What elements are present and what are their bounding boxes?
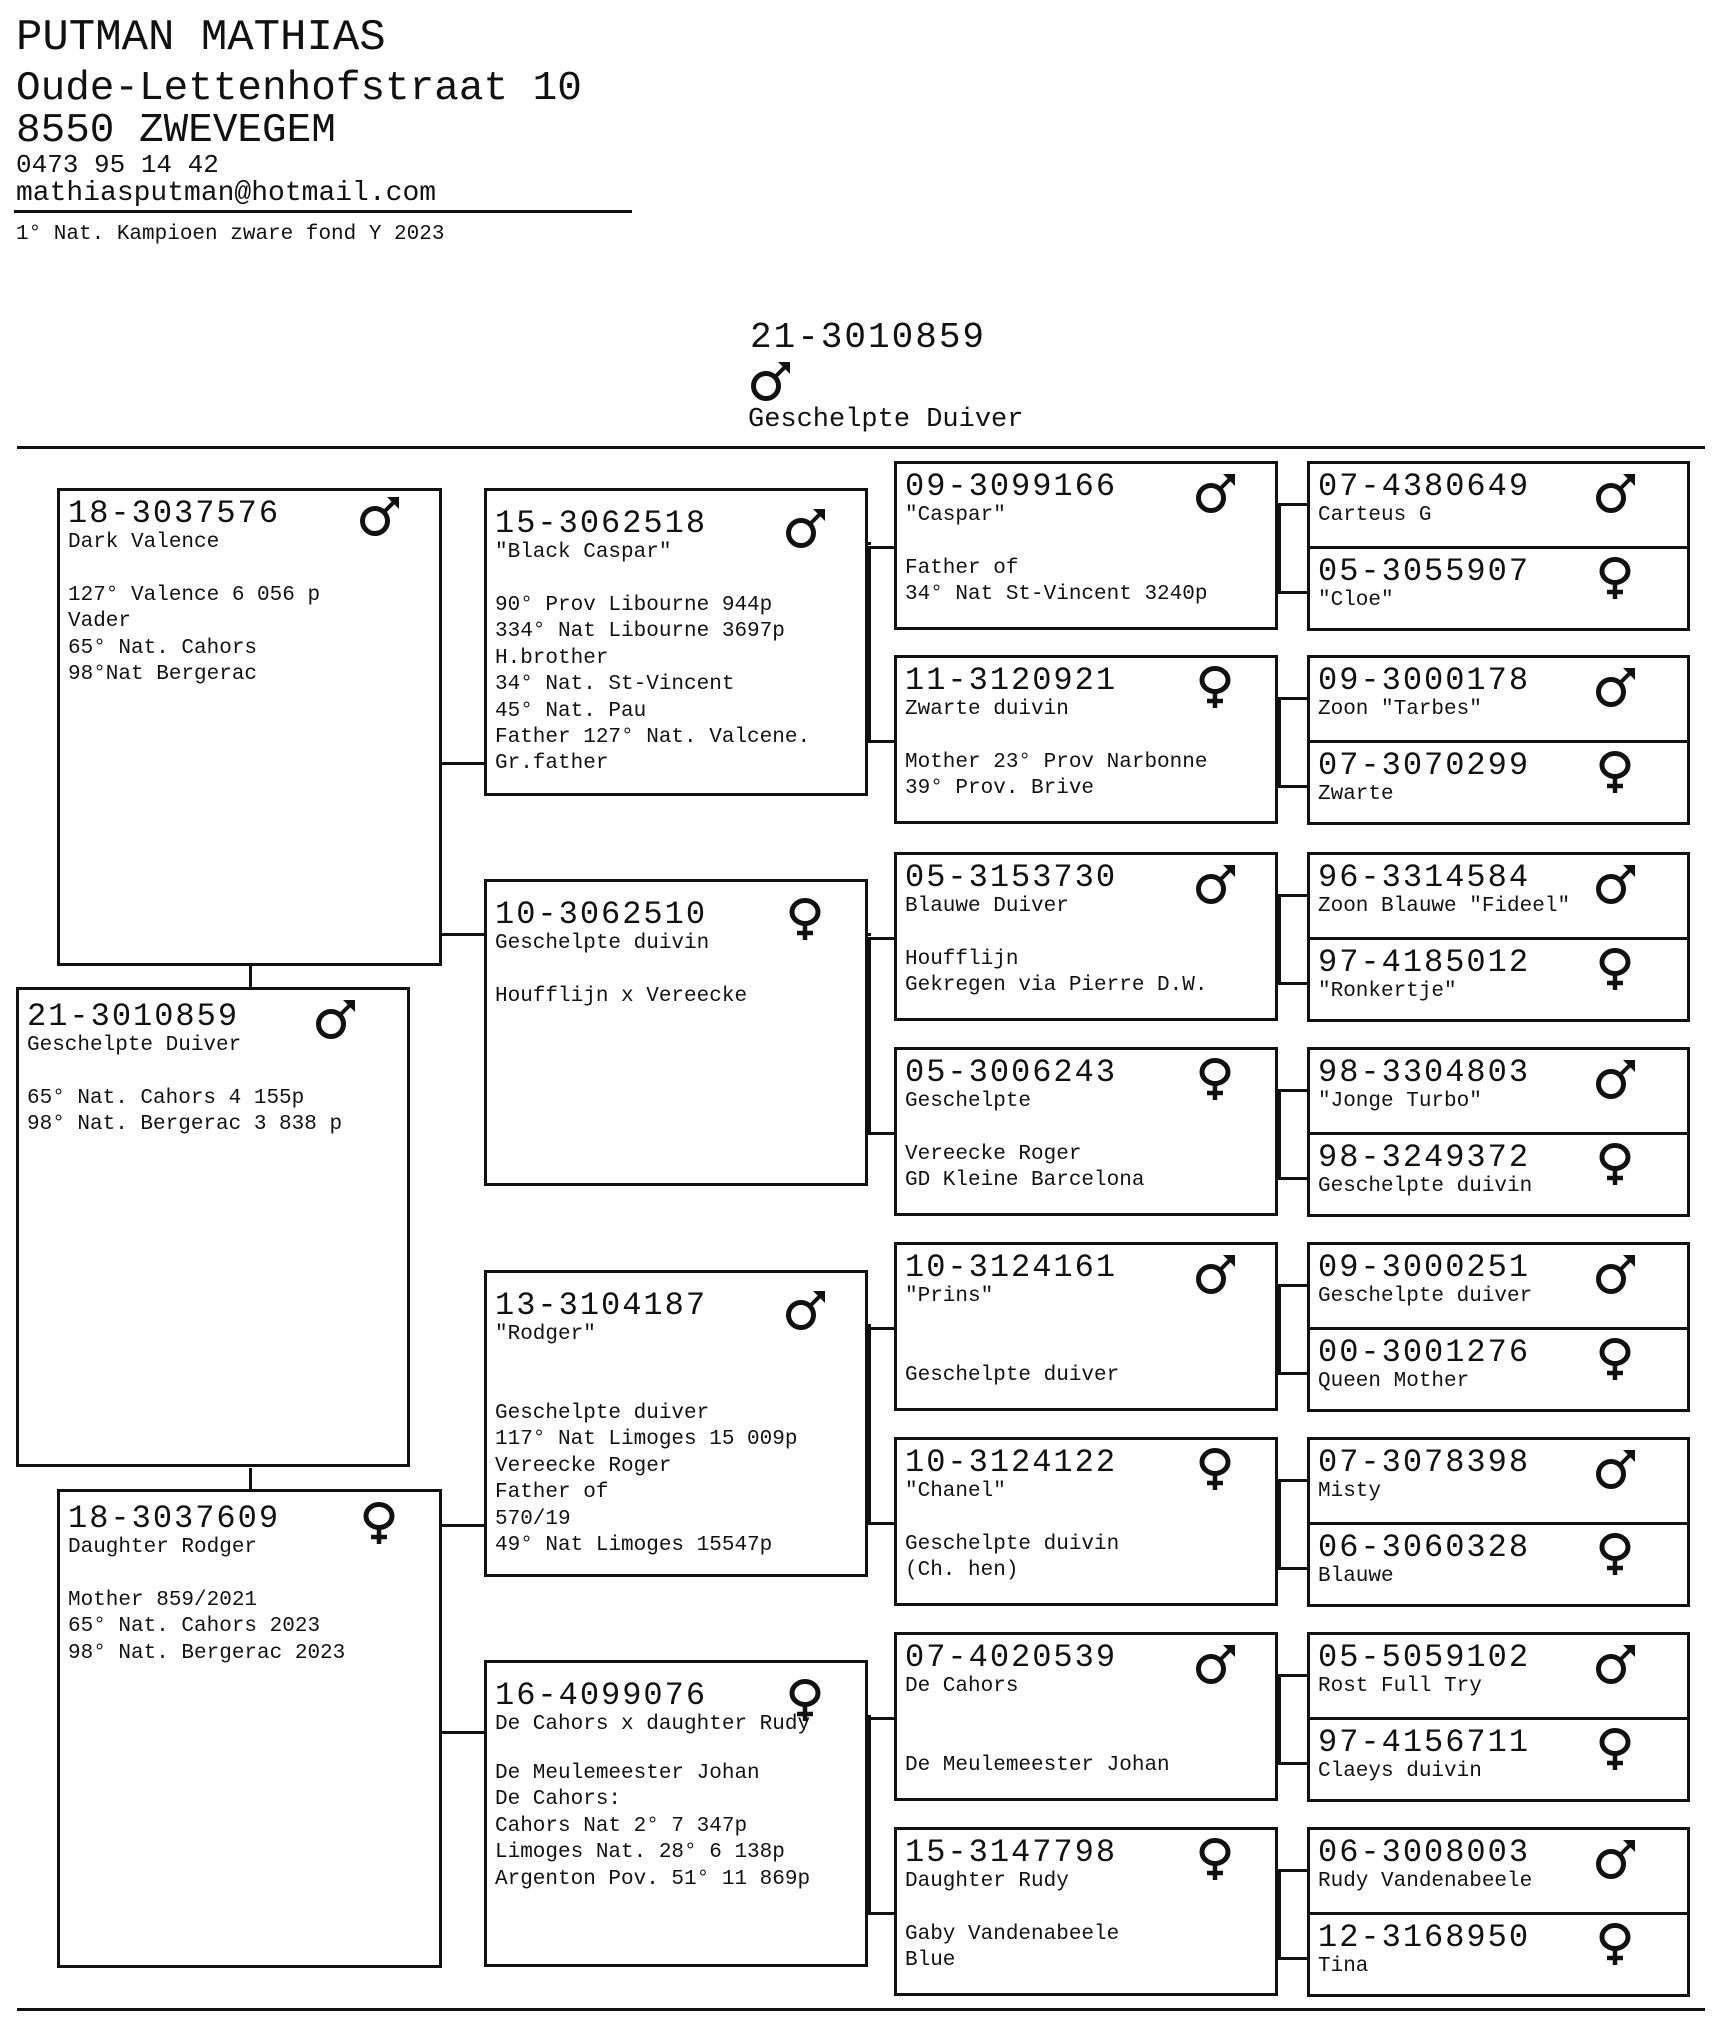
- pigeon-name: Blauwe: [1318, 1565, 1394, 1588]
- owner-name: PUTMAN MATHIAS: [16, 13, 386, 63]
- female-symbol-icon: [1593, 1531, 1637, 1577]
- great-great-grandparent-card[interactable]: [1307, 1327, 1690, 1412]
- pigeon-name: Geschelpte Duiver: [27, 1034, 242, 1057]
- pigeon-name: Geschelpte duivin: [495, 932, 710, 955]
- subject-color: Geschelpte Duiver: [748, 405, 1024, 435]
- pigeon-name: Geschelpte duivin: [1318, 1175, 1533, 1198]
- dam-dam-card[interactable]: [484, 1660, 868, 1967]
- great-great-grandparent-card[interactable]: [1307, 1632, 1690, 1720]
- pigeon-notes: 127° Valence 6 056 p Vader 65° Nat. Cahors 98°Nat Bergerac: [68, 584, 321, 687]
- female-symbol-icon: [1593, 1726, 1637, 1772]
- ring-number: 09-3099166: [905, 468, 1118, 505]
- ring-number: 10-3124122: [905, 1444, 1118, 1481]
- pigeon-name: De Cahors x daughter Rudy: [495, 1713, 811, 1736]
- sire-dam-card[interactable]: [484, 879, 868, 1186]
- connector-line: [1278, 1479, 1308, 1482]
- ring-number: 10-3062510: [495, 896, 708, 933]
- great-grandparent-card[interactable]: [894, 1242, 1278, 1411]
- great-grandparent-card[interactable]: [894, 1827, 1278, 1996]
- connector-line: [868, 1715, 871, 1718]
- pigeon-name: Zwarte: [1318, 783, 1394, 806]
- great-great-grandparent-card[interactable]: [1307, 852, 1690, 940]
- ring-number: 13-3104187: [495, 1287, 708, 1324]
- connector-line: [868, 1327, 895, 1330]
- pigeon-name: Daughter Rodger: [68, 1536, 258, 1559]
- pigeon-name: "Black Caspar": [495, 541, 672, 564]
- owner-street: Oude-Lettenhofstraat 10: [16, 66, 582, 112]
- great-grandparent-card[interactable]: [894, 1437, 1278, 1606]
- sire-card[interactable]: [57, 488, 442, 966]
- ring-number: 10-3124161: [905, 1249, 1118, 1286]
- connector-line: [1278, 697, 1281, 787]
- male-symbol-icon: [1593, 1056, 1637, 1102]
- pigeon-notes: 65° Nat. Cahors 4 155p 98° Nat. Bergerac 3 838 p: [27, 1087, 343, 1137]
- ring-number: 12-3168950: [1318, 1919, 1531, 1956]
- great-grandparent-card[interactable]: [894, 1632, 1278, 1801]
- connector-line: [1278, 1372, 1308, 1375]
- pigeon-card[interactable]: [16, 987, 410, 1467]
- connector-line: [1278, 1177, 1308, 1180]
- ring-number: 07-3070299: [1318, 747, 1531, 784]
- male-symbol-icon: [1193, 1251, 1237, 1297]
- connector-line: [868, 937, 895, 940]
- connector-line: [249, 1468, 252, 1490]
- great-great-grandparent-card[interactable]: [1307, 740, 1690, 825]
- ring-number: 98-3304803: [1318, 1054, 1531, 1091]
- female-symbol-icon: [1593, 1921, 1637, 1967]
- connector-line: [1278, 1674, 1308, 1677]
- female-symbol-icon: [1593, 946, 1637, 992]
- connector-line: [1278, 1284, 1281, 1374]
- ring-number: 97-4185012: [1318, 944, 1531, 981]
- ring-number: 05-3153730: [905, 859, 1118, 896]
- ring-number: 11-3120921: [905, 662, 1118, 699]
- great-great-grandparent-card[interactable]: [1307, 1132, 1690, 1217]
- pigeon-name: "Cloe": [1318, 589, 1394, 612]
- pigeon-notes: 90° Prov Libourne 944p 334° Nat Libourne 3697p H.brother 34° Nat. St-Vincent 45° Nat. Pau Father 127° Nat. Valcene. Gr.father: [495, 594, 811, 776]
- great-grandparent-card[interactable]: [894, 852, 1278, 1021]
- pigeon-notes: Houfflijn x Vereecke: [495, 985, 748, 1008]
- great-great-grandparent-card[interactable]: [1307, 1437, 1690, 1525]
- male-symbol-icon: [313, 996, 357, 1042]
- connector-line: [868, 1912, 895, 1915]
- pigeon-name: Daughter Rudy: [905, 1870, 1069, 1893]
- pigeon-notes: Geschelpte duiver: [905, 1364, 1120, 1388]
- pigeon-notes: Vereecke Roger GD Kleine Barcelona: [905, 1143, 1145, 1193]
- sire-sire-card[interactable]: [484, 488, 868, 796]
- female-symbol-icon: [1593, 555, 1637, 601]
- pigeon-name: Zoon Blauwe "Fideel": [1318, 895, 1571, 918]
- male-symbol-icon: [1193, 470, 1237, 516]
- male-symbol-icon: [1593, 1836, 1637, 1882]
- ring-number: 06-3008003: [1318, 1834, 1531, 1871]
- ring-number: 07-4020539: [905, 1639, 1118, 1676]
- subject-ring-number: 21-3010859: [750, 317, 987, 358]
- pigeon-notes: Geschelpte duiver 117° Nat Limoges 15 009p Vereecke Roger Father of 570/19 49° Nat Limoges 15547p: [495, 1402, 798, 1558]
- great-great-grandparent-card[interactable]: [1307, 655, 1690, 743]
- great-great-grandparent-card[interactable]: [1307, 1242, 1690, 1330]
- female-symbol-icon: [783, 896, 827, 942]
- owner-city: 8550 ZWEVEGEM: [16, 108, 336, 154]
- male-symbol-icon: [748, 358, 792, 404]
- ring-number: 05-3006243: [905, 1054, 1118, 1091]
- connector-line: [1278, 503, 1281, 593]
- pigeon-name: "Caspar": [905, 504, 1006, 527]
- ring-number: 16-4099076: [495, 1677, 708, 1714]
- male-symbol-icon: [783, 505, 827, 551]
- pigeon-name: Zoon "Tarbes": [1318, 698, 1482, 721]
- female-symbol-icon: [357, 1500, 401, 1546]
- ring-number: 09-3000251: [1318, 1249, 1531, 1286]
- pigeon-name: "Ronkertje": [1318, 980, 1457, 1003]
- pigeon-notes: De Meulemeester Johan De Cahors: Cahors Nat 2° 7 347p Limoges Nat. 28° 6 138p Argenton Pov. 51° 11 869p: [495, 1762, 811, 1891]
- male-symbol-icon: [357, 493, 401, 539]
- connector-line: [1278, 1479, 1281, 1569]
- ring-number: 97-4156711: [1318, 1724, 1531, 1761]
- female-symbol-icon: [1593, 1141, 1637, 1187]
- great-grandparent-card[interactable]: [894, 655, 1278, 824]
- connector-line: [868, 1717, 895, 1720]
- male-symbol-icon: [1593, 470, 1637, 516]
- connector-line: [1278, 1869, 1281, 1959]
- connector-line: [868, 542, 871, 545]
- pigeon-name: Geschelpte duiver: [1318, 1285, 1533, 1308]
- connector-line: [249, 966, 252, 988]
- pigeon-name: Tina: [1318, 1955, 1369, 1978]
- male-symbol-icon: [1593, 1446, 1637, 1492]
- connector-line: [1278, 785, 1308, 788]
- pigeon-notes: Gaby Vandenabeele Blue: [905, 1923, 1120, 1973]
- great-great-grandparent-card[interactable]: [1307, 546, 1690, 631]
- great-great-grandparent-card[interactable]: [1307, 1827, 1690, 1915]
- female-symbol-icon: [1193, 1446, 1237, 1492]
- connector-line: [1278, 591, 1308, 594]
- connector-line: [1278, 982, 1308, 985]
- connector-line: [1278, 503, 1308, 506]
- connector-line: [1278, 1957, 1308, 1960]
- connector-line: [1278, 1869, 1308, 1872]
- connector-line: [1278, 697, 1308, 700]
- female-symbol-icon: [783, 1677, 827, 1723]
- connector-line: [868, 546, 895, 549]
- male-symbol-icon: [1593, 1641, 1637, 1687]
- male-symbol-icon: [1593, 861, 1637, 907]
- connector-line: [868, 937, 871, 1135]
- ring-number: 06-3060328: [1318, 1529, 1531, 1566]
- great-great-grandparent-card[interactable]: [1307, 1047, 1690, 1135]
- connector-line: [868, 1324, 871, 1327]
- top-divider: [17, 446, 1705, 449]
- bottom-divider: [17, 2008, 1705, 2011]
- pigeon-name: Rudy Vandenabeele: [1318, 1870, 1533, 1893]
- great-great-grandparent-card[interactable]: [1307, 1522, 1690, 1607]
- connector-line: [868, 933, 871, 936]
- male-symbol-icon: [1593, 664, 1637, 710]
- connector-line: [1278, 1674, 1281, 1764]
- pigeon-name: "Jonge Turbo": [1318, 1090, 1482, 1113]
- connector-line: [868, 1717, 871, 1915]
- pigeon-name: Claeys duivin: [1318, 1760, 1482, 1783]
- pigeon-name: Geschelpte: [905, 1090, 1032, 1113]
- pigeon-name: Queen Mother: [1318, 1370, 1470, 1393]
- connector-line: [1278, 1762, 1308, 1765]
- connector-line: [441, 1524, 485, 1527]
- dam-card[interactable]: [57, 1489, 442, 1968]
- female-symbol-icon: [1593, 749, 1637, 795]
- connector-line: [441, 762, 485, 765]
- connector-line: [868, 1522, 895, 1525]
- female-symbol-icon: [1193, 1836, 1237, 1882]
- pigeon-name: Misty: [1318, 1480, 1382, 1503]
- connector-line: [868, 546, 871, 743]
- female-symbol-icon: [1593, 1336, 1637, 1382]
- pigeon-notes: Mother 23° Prov Narbonne 39° Prov. Brive: [905, 751, 1208, 801]
- connector-line: [868, 1327, 871, 1525]
- ring-number: 15-3147798: [905, 1834, 1118, 1871]
- pigeon-notes: Geschelpte duivin (Ch. hen): [905, 1533, 1120, 1583]
- pigeon-name: "Chanel": [905, 1480, 1006, 1503]
- male-symbol-icon: [1593, 1251, 1637, 1297]
- connector-line: [1278, 1567, 1308, 1570]
- connector-line: [441, 762, 444, 763]
- great-great-grandparent-card[interactable]: [1307, 1717, 1690, 1802]
- owner-phone: 0473 95 14 42: [16, 150, 219, 180]
- male-symbol-icon: [1193, 861, 1237, 907]
- female-symbol-icon: [1193, 1056, 1237, 1102]
- ring-number: 18-3037576: [68, 495, 281, 532]
- connector-line: [1278, 1089, 1308, 1092]
- connector-line: [868, 1132, 895, 1135]
- great-grandparent-card[interactable]: [894, 461, 1278, 630]
- pigeon-notes: Father of 34° Nat St-Vincent 3240p: [905, 557, 1208, 607]
- male-symbol-icon: [783, 1287, 827, 1333]
- connector-line: [868, 740, 895, 743]
- great-great-grandparent-card[interactable]: [1307, 1912, 1690, 1997]
- pigeon-name: "Rodger": [495, 1323, 596, 1346]
- pigeon-name: Dark Valence: [68, 531, 220, 554]
- ring-number: 15-3062518: [495, 505, 708, 542]
- female-symbol-icon: [1193, 664, 1237, 710]
- pigeon-name: Zwarte duivin: [905, 698, 1069, 721]
- pigeon-name: Carteus G: [1318, 504, 1432, 527]
- connector-line: [441, 1731, 485, 1734]
- ring-number: 00-3001276: [1318, 1334, 1531, 1371]
- male-symbol-icon: [1193, 1641, 1237, 1687]
- connector-line: [1278, 894, 1308, 897]
- ring-number: 09-3000178: [1318, 662, 1531, 699]
- pigeon-name: De Cahors: [905, 1675, 1019, 1698]
- owner-title: 1° Nat. Kampioen zware fond Y 2023: [16, 223, 445, 246]
- ring-number: 18-3037609: [68, 1500, 281, 1537]
- connector-line: [441, 933, 485, 936]
- ring-number: 21-3010859: [27, 998, 240, 1035]
- pigeon-name: Blauwe Duiver: [905, 895, 1069, 918]
- pigeon-name: Rost Full Try: [1318, 1675, 1482, 1698]
- connector-line: [1278, 1284, 1308, 1287]
- dam-sire-card[interactable]: [484, 1270, 868, 1577]
- great-great-grandparent-card[interactable]: [1307, 937, 1690, 1022]
- connector-line: [1278, 894, 1281, 984]
- ring-number: 05-3055907: [1318, 553, 1531, 590]
- great-great-grandparent-card[interactable]: [1307, 461, 1690, 549]
- pigeon-name: "Prins": [905, 1285, 994, 1308]
- great-grandparent-card[interactable]: [894, 1047, 1278, 1216]
- connector-line: [1278, 1089, 1281, 1179]
- ring-number: 07-4380649: [1318, 468, 1531, 505]
- ring-number: 96-3314584: [1318, 859, 1531, 896]
- ring-number: 07-3078398: [1318, 1444, 1531, 1481]
- owner-email[interactable]: mathiasputman@hotmail.com: [16, 178, 437, 209]
- pigeon-notes: De Meulemeester Johan: [905, 1754, 1170, 1778]
- ring-number: 98-3249372: [1318, 1139, 1531, 1176]
- header-divider: [14, 210, 632, 213]
- pigeon-notes: Mother 859/2021 65° Nat. Cahors 2023 98° Nat. Bergerac 2023: [68, 1589, 346, 1665]
- ring-number: 05-5059102: [1318, 1639, 1531, 1676]
- pigeon-notes: Houfflijn Gekregen via Pierre D.W.: [905, 948, 1208, 998]
